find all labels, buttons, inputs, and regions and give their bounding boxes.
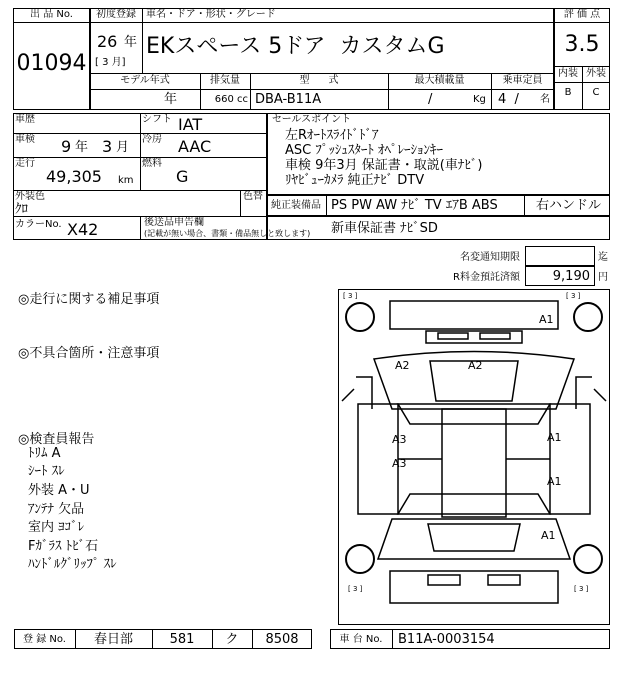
chassis-number: B11A-0003154	[398, 632, 495, 647]
displacement-label: 排気量	[210, 75, 240, 86]
max-load-unit: Kg	[473, 94, 486, 105]
color-no-label: カラーNo.	[15, 219, 62, 230]
tire-rear-right-icon	[574, 545, 602, 573]
inspector-line-7: ﾊﾝﾄﾞﾙｸﾞﾘｯﾌﾟ ｽﾚ	[28, 557, 117, 572]
inspection-year-unit: 年	[75, 140, 89, 155]
damage-mark-4: A3	[392, 433, 407, 446]
tire-label-front-right: [ 3 ]	[566, 292, 581, 300]
model-year-label: モデル年式	[120, 75, 170, 86]
ac: AAC	[178, 137, 212, 156]
sales-points-label: セールスポイント	[272, 114, 352, 125]
inspection-year: 9	[61, 137, 72, 156]
model-year-unit: 年	[164, 92, 178, 107]
ext-color-label: 外装色	[15, 191, 45, 202]
lot-number: 01094	[16, 51, 87, 76]
recycle-value: 9,190	[552, 269, 590, 284]
defects-notes-label: ◎不具合箇所・注意事項	[18, 346, 160, 361]
name-change-value-box	[525, 246, 595, 266]
handle-side: 右ハンドル	[536, 198, 602, 213]
tire-rear-left-icon	[346, 545, 374, 573]
lot-label: 出 品 No.	[30, 9, 73, 20]
docs-value-box	[267, 216, 610, 240]
displacement: 660 cc	[214, 94, 248, 105]
max-load: /	[428, 92, 433, 107]
damage-mark-3: A2	[468, 359, 483, 372]
first-reg-year: 26	[97, 32, 118, 51]
docs-note: (記載が無い場合、書類・備品無しと致します)	[144, 229, 311, 238]
sales-point-line-1: 左Rｵｰﾄｽﾗｲﾄﾞﾄﾞｱ	[285, 128, 379, 143]
damage-mark-2: A2	[395, 359, 410, 372]
car-name: EKスペース 5ドア カスタムG	[146, 34, 445, 59]
tire-label-rear-left: [ 3 ]	[348, 585, 363, 593]
recycle-unit: 円	[598, 272, 608, 283]
car-outline	[342, 301, 606, 603]
recycle-label: R料金預託済額	[453, 272, 520, 283]
shift: IAT	[178, 115, 203, 134]
inspector-line-4: ｱﾝﾃﾅ 欠品	[28, 502, 85, 517]
sales-point-line-3: 車検 9年3月 保証書・取説(車ﾅﾋﾞ)	[285, 158, 483, 173]
damage-mark-8: A1	[541, 529, 556, 542]
inspector-line-3: 外装 A・U	[28, 483, 90, 498]
inspector-report-label: ◎検査員報告	[18, 432, 95, 447]
interior-label: 内装	[558, 68, 578, 79]
color-no: X42	[67, 220, 99, 239]
damage-mark-6: A1	[547, 431, 562, 444]
model-code: DBA-B11A	[255, 92, 322, 107]
color-change-label: 色替	[243, 191, 263, 202]
capacity: 4 /	[498, 92, 519, 107]
mileage-label: 走行	[15, 158, 35, 169]
damage-mark-5: A3	[392, 457, 407, 470]
reg-label: 登 録 No.	[23, 634, 66, 645]
reg-number: 8508	[265, 632, 299, 647]
inspector-line-5: 室内 ﾖｺﾞﾚ	[28, 520, 85, 535]
reg-kana: ク	[225, 632, 239, 647]
docs-value: 新車保証書 ﾅﾋﾞSD	[331, 221, 438, 236]
car-name-label: 車名・ドア・形状・グレード	[146, 9, 276, 20]
sales-point-line-4: ﾘﾔﾋﾞｭｰｶﾒﾗ 純正ﾅﾋﾞ DTV	[285, 173, 425, 188]
inspection-month-unit: 月	[116, 140, 130, 155]
max-load-label: 最大積載量	[414, 75, 465, 86]
history-label: 車歴	[15, 114, 35, 125]
reg-area: 春日部	[93, 632, 133, 647]
exterior-label: 外装	[586, 68, 606, 79]
capacity-unit: 名	[540, 94, 550, 105]
first-reg-month: [ 3 月]	[95, 57, 126, 68]
damage-mark-1: A1	[539, 313, 554, 326]
equipment-label: 純正装備品	[271, 200, 321, 211]
name-change-label: 名変通知期限	[460, 252, 520, 263]
tire-label-rear-right: [ 3 ]	[574, 585, 589, 593]
model-label: 型 式	[299, 75, 339, 86]
exterior-grade: C	[592, 87, 600, 98]
fuel: G	[176, 167, 189, 186]
fuel-label: 燃料	[142, 158, 162, 169]
first-reg-year-unit: 年	[124, 35, 138, 50]
inspection-month: 3	[102, 137, 113, 156]
chassis-label: 車 台 No.	[339, 634, 383, 645]
score-value: 3.5	[564, 32, 600, 57]
name-change-unit: 迄	[598, 252, 608, 263]
tire-label-front-left: [ 3 ]	[343, 292, 358, 300]
inspector-line-1: ﾄﾘﾑ A	[28, 446, 61, 461]
damage-mark-7: A1	[547, 475, 562, 488]
sales-point-line-2: ASC ﾌﾟｯｼｭｽﾀｰﾄ ｵﾍﾟﾚｰｼｮﾝｷｰ	[285, 143, 443, 158]
driving-notes-label: ◎走行に関する補足事項	[18, 292, 160, 307]
shift-label: シフト	[142, 114, 172, 125]
tire-front-right-icon	[574, 303, 602, 331]
equipment-value: PS PW AW ﾅﾋﾞ TV ｴｱB ABS	[331, 198, 498, 213]
tire-front-left-icon	[346, 303, 374, 331]
first-reg-label: 初度登録	[96, 9, 136, 20]
score-label: 評 価 点	[563, 9, 601, 20]
inspector-line-6: Fｶﾞﾗｽ ﾄﾋﾞ石	[28, 539, 99, 554]
ext-color: ｸﾛ	[15, 202, 28, 217]
capacity-label: 乗車定員	[502, 75, 543, 86]
inspector-line-2: ｼｰﾄ ｽﾚ	[28, 464, 65, 479]
docs-label: 後送品申告欄	[144, 217, 204, 228]
mileage-unit: km	[118, 175, 134, 186]
inspection-label: 車検	[15, 134, 35, 145]
car-condition-diagram	[338, 289, 610, 625]
ac-label: 冷房	[142, 134, 162, 145]
interior-grade: B	[564, 87, 572, 98]
mileage: 49,305	[46, 167, 102, 186]
reg-class: 581	[169, 632, 195, 647]
